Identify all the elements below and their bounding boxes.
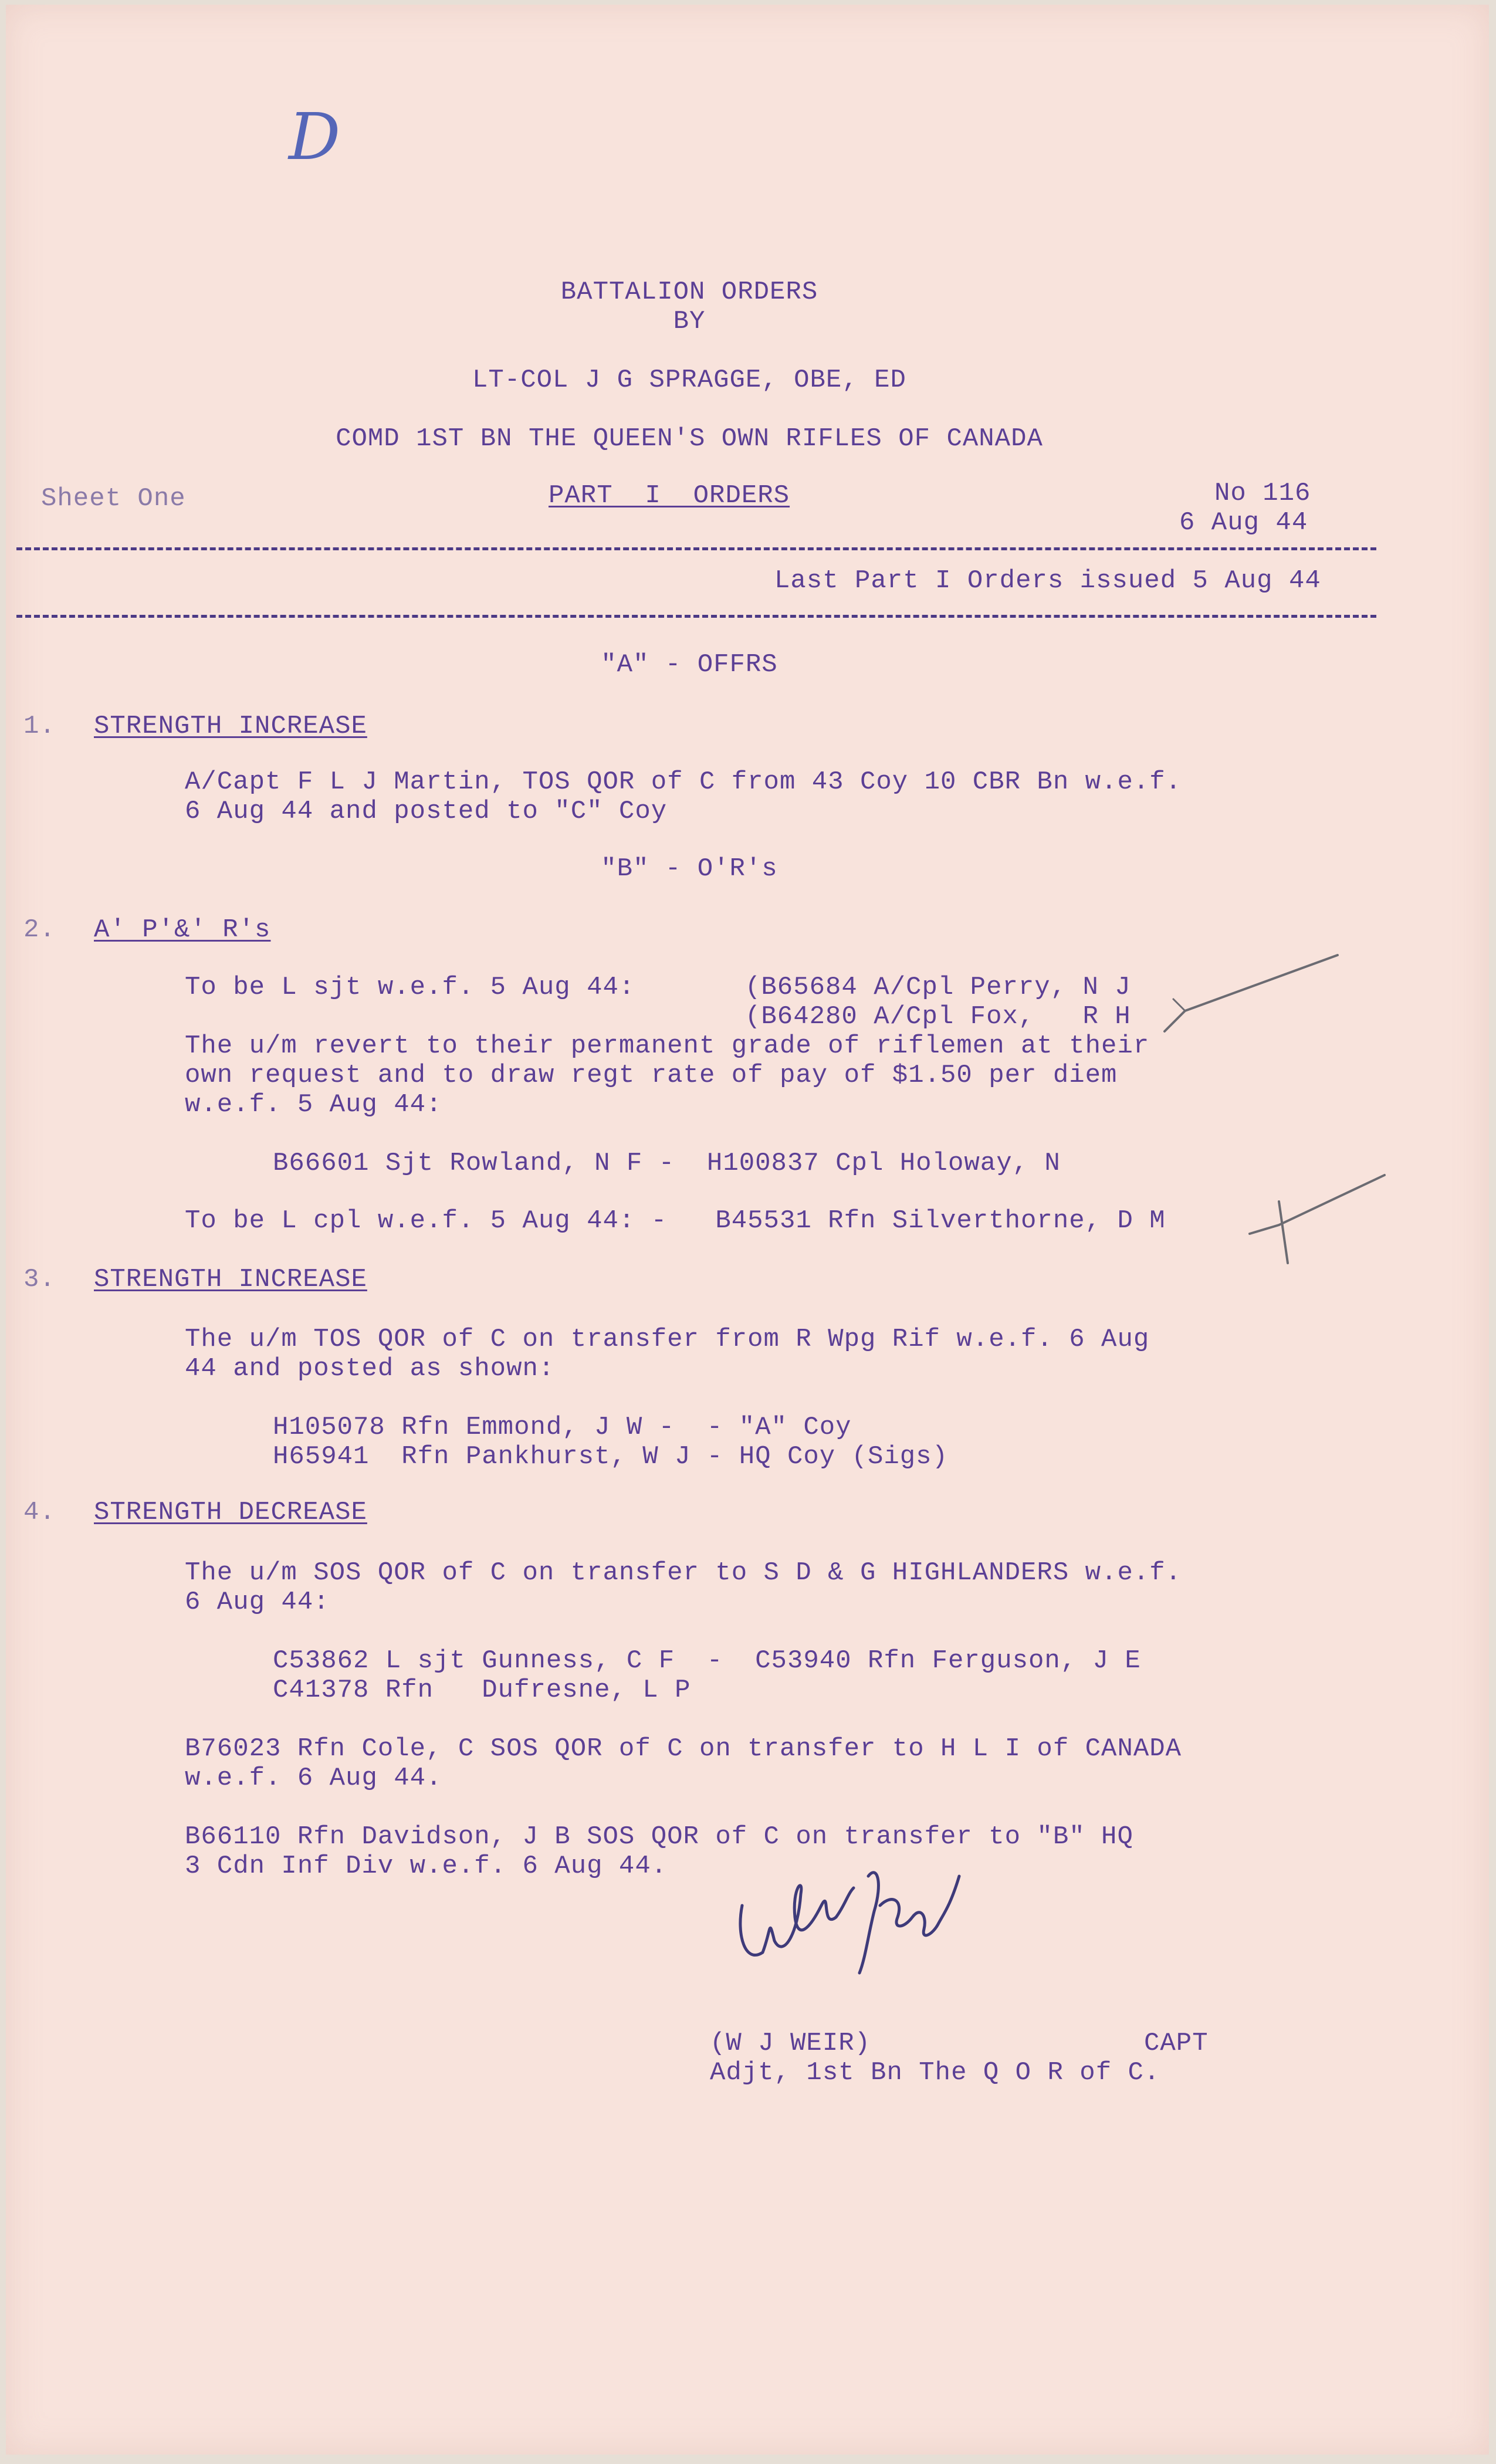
section-3-line-1: The u/m TOS QOR of C on transfer from R Wpg Rif w.e.f. 6 Aug: [185, 1325, 1150, 1354]
section-4-line-3: C53862 L sjt Gunness, C F - C53940 Rfn Ferguson, J E: [273, 1646, 1141, 1676]
section-4-line-7: B66110 Rfn Davidson, J B SOS QOR of C on transfer to "B" HQ: [185, 1822, 1133, 1852]
section-title-3: STRENGTH INCREASE: [94, 1265, 367, 1294]
section-number-2: 2.: [23, 915, 56, 945]
header-title: BATTALION ORDERS: [560, 277, 818, 307]
section-4-line-5: B76023 Rfn Cole, C SOS QOR of C on transfer to H L I of CANADA: [185, 1734, 1182, 1764]
section-title-1: STRENGTH INCREASE: [94, 712, 367, 741]
header-unit: COMD 1ST BN THE QUEEN'S OWN RIFLES OF CANADA: [336, 424, 1043, 453]
signatory-title: Adjt, 1st Bn The Q O R of C.: [710, 2058, 1160, 2087]
section-number-3: 3.: [23, 1265, 56, 1294]
order-number: No 116: [1214, 479, 1311, 508]
section-3-line-2: 44 and posted as shown:: [185, 1354, 555, 1383]
section-2-line-3: The u/m revert to their permanent grade of riflemen at their: [185, 1031, 1150, 1061]
section-2-line-6: B66601 Sjt Rowland, N F - H100837 Cpl Holoway, N: [273, 1149, 1061, 1178]
section-2-line-5: w.e.f. 5 Aug 44:: [185, 1090, 442, 1119]
signatory-name: (W J WEIR): [710, 2029, 871, 2058]
handwritten-signature: [727, 1841, 974, 1982]
last-issued: Last Part I Orders issued 5 Aug 44: [774, 566, 1321, 595]
section-4-line-4: C41378 Rfn Dufresne, L P: [273, 1676, 691, 1705]
section-number-1: 1.: [23, 712, 56, 741]
section-1-line-1: A/Capt F L J Martin, TOS QOR of C from 43 Coy 10 CBR Bn w.e.f.: [185, 767, 1182, 797]
section-4-line-8: 3 Cdn Inf Div w.e.f. 6 Aug 44.: [185, 1852, 668, 1881]
divider-top: [16, 547, 1376, 550]
section-4-line-1: The u/m SOS QOR of C on transfer to S D & G HIGHLANDERS w.e.f.: [185, 1558, 1182, 1588]
section-2-promotion-entry-2: (B64280 A/Cpl Fox, R H: [745, 1002, 1131, 1031]
section-2-promotion-label: To be L sjt w.e.f. 5 Aug 44:: [185, 973, 635, 1002]
section-3-line-3: H105078 Rfn Emmond, J W - - "A" Coy: [273, 1413, 852, 1442]
header-commander: LT-COL J G SPRAGGE, OBE, ED: [472, 365, 906, 395]
check-mark-icon: [1244, 1169, 1390, 1269]
header-by: BY: [673, 307, 706, 336]
divider-bottom: [16, 615, 1376, 618]
section-title-4: STRENGTH DECREASE: [94, 1498, 367, 1527]
section-1-line-2: 6 Aug 44 and posted to "C" Coy: [185, 797, 668, 826]
section-2-line-7: To be L cpl w.e.f. 5 Aug 44: - B45531 Rfn Silverthorne, D M: [185, 1206, 1166, 1236]
section-4-line-6: w.e.f. 6 Aug 44.: [185, 1764, 442, 1793]
section-2-promotion-entry-1: (B65684 A/Cpl Perry, N J: [745, 973, 1131, 1002]
section-2-line-4: own request and to draw regt rate of pay of $1.50 per diem: [185, 1061, 1118, 1090]
section-3-line-4: H65941 Rfn Pankhurst, W J - HQ Coy (Sigs): [273, 1442, 948, 1471]
annotation-letter: D: [289, 99, 341, 174]
part-title: PART I ORDERS: [549, 481, 790, 510]
order-date: 6 Aug 44: [1179, 508, 1308, 537]
section-4-line-2: 6 Aug 44:: [185, 1588, 330, 1617]
section-heading-a: "A" - OFFRS: [601, 650, 778, 679]
section-title-2: A' P'&' R's: [94, 915, 271, 945]
section-heading-b: "B" - O'R's: [601, 854, 778, 884]
sheet-label: Sheet One: [41, 484, 186, 513]
check-mark-icon: [1162, 943, 1349, 1037]
section-number-4: 4.: [23, 1498, 56, 1527]
signatory-rank: CAPT: [1144, 2029, 1209, 2058]
document-page: [6, 5, 1489, 2455]
